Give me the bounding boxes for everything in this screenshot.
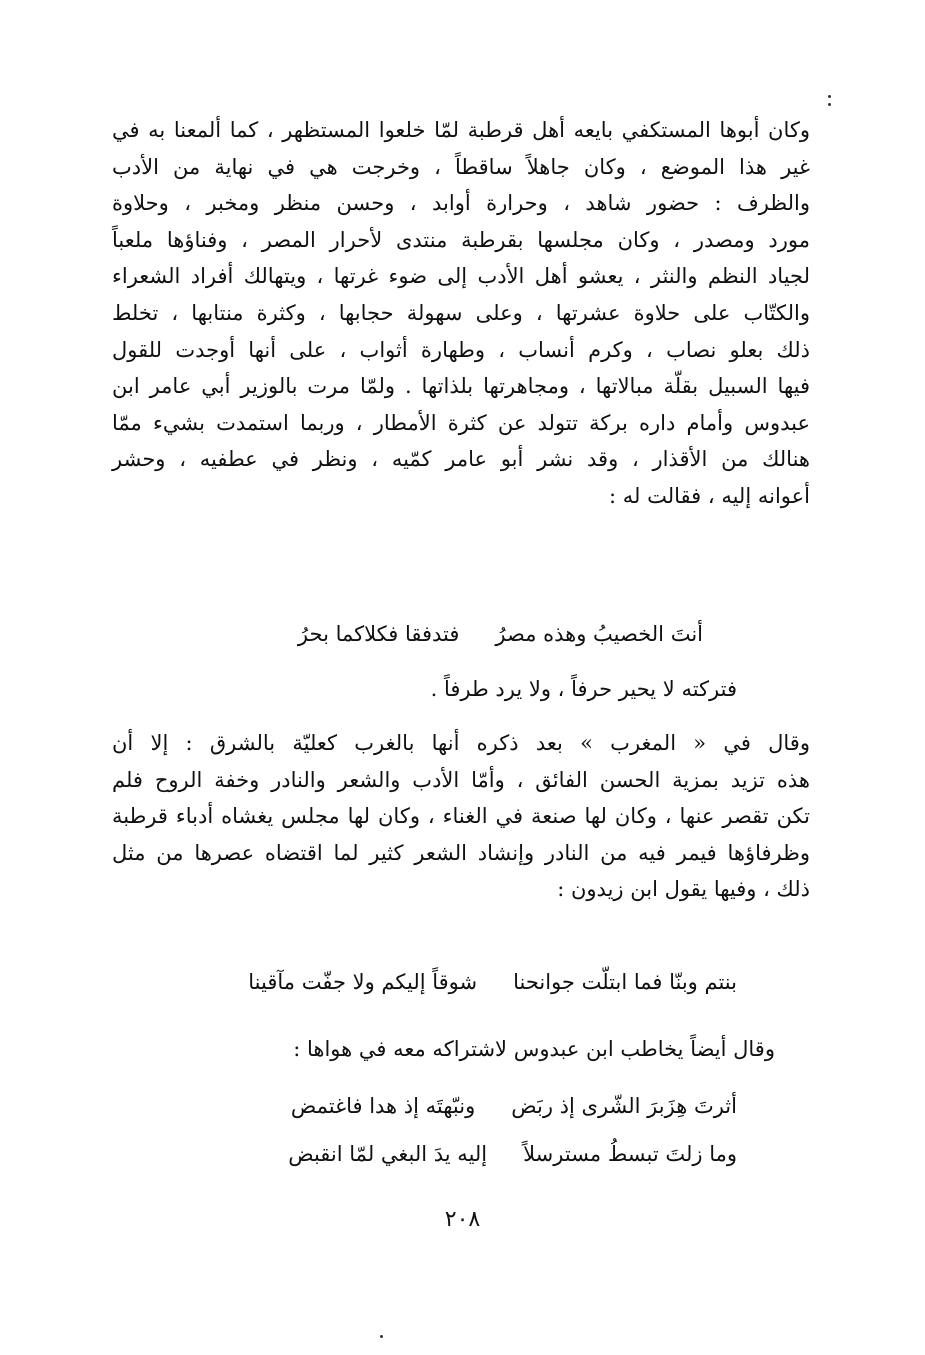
- text-line: وقال في « المغرب » بعد ذكره أنها بالغرب كعليّة بالشرق : إلا أن: [112, 731, 810, 755]
- verse-3-2-hemistich-2: إليه يدَ البغي لمّا انقبض: [288, 1142, 488, 1166]
- line-after-verse-1: فتركته لا يحير حرفاً ، ولا يرد طرفاً .: [430, 677, 737, 701]
- verse-1: [298, 622, 703, 646]
- verse-3-line-2: [288, 1142, 737, 1166]
- scan-speck: [380, 1335, 383, 1338]
- verse-3-2-hemistich-1: وما زلتَ تبسطُ مسترسلاً: [523, 1142, 737, 1166]
- text-line: لجياد النظم والنثر ، يعشو أهل الأدب إلى ضوء غرتها ، ويتهالك أفراد الشعراء: [112, 264, 810, 289]
- text-line: مورد ومصدر ، وكان مجلسها بقرطبة منتدى لأحرار المصر ، وفناؤها ملعباً: [112, 227, 810, 252]
- verse-2: [248, 970, 737, 994]
- verse-1-hemistich-2: فتدفقا فكلاكما بحرُ: [297, 622, 460, 646]
- text-line: والظرف : حضور شاهد ، وحرارة أوابد ، وحسن منظر ومخبر ، وحلاوة: [112, 191, 810, 216]
- text-line: غير هذا الموضع ، وكان جاهلاً ساقطاً ، وخرجت هي في نهاية من الأدب: [112, 154, 810, 179]
- text-line: عبدوس وأمام داره بركة تتولد عن كثرة الأمطار ، وربما استمدت بشيء ممّا: [112, 410, 810, 435]
- text-line: تكن تقصر عنها ، وكان لها صنعة في الغناء ، وكان لها مجلس يغشاه أدباء قرطبة: [112, 804, 810, 829]
- verse-3-1-hemistich-1: أثرتَ هِزَبرَ الشّرى إذ ربَض: [511, 1094, 737, 1118]
- scan-speck: [828, 103, 831, 106]
- verse-3-line-1: [291, 1094, 737, 1118]
- line-after-verse-2: وقال أيضاً يخاطب ابن عبدوس لاشتراكه معه في هواها :: [293, 1037, 775, 1061]
- text-line: والكتّاب على حلاوة عشرتها ، وعلى سهولة حجابها ، وكثرة منتابها ، تخلط: [112, 300, 810, 325]
- text-line: ذلك ، وفيها يقول ابن زيدون :: [557, 877, 810, 902]
- text-line: هنالك من الأقذار ، وقد نشر أبو عامر كمّيه ، ونظر في عطفيه ، وحشر: [112, 447, 810, 472]
- text-line: فيها السبيل بقلّة مبالاتها ، ومجاهرتها بلذاتها . ولمّا مرت بالوزير أبي عامر ابن: [112, 374, 810, 399]
- paragraph-2: [112, 725, 810, 908]
- page-number: ٢٠٨: [444, 1207, 481, 1232]
- paragraph-1: [112, 112, 810, 515]
- text-line: ذلك بعلو نصاب ، وكرم أنساب ، وطهارة أثواب ، على أنها أوجدت للقول: [112, 337, 810, 362]
- verse-3-1-hemistich-2: ونبّهتَه إذ هدا فاغتمض: [290, 1094, 476, 1118]
- text-line: هذه تزيد بمزية الحسن الفائق ، وأمّا الأدب والشعر والنادر وخفة الروح فلم: [112, 767, 810, 792]
- scan-speck: [828, 95, 831, 98]
- text-line: وكان أبوها المستكفي بايعه أهل قرطبة لمّا خلعوا المستظهر ، كما ألمعنا به في: [112, 118, 810, 142]
- verse-2-hemistich-2: شوقاً إليكم ولا جفّت مآقينا: [248, 970, 478, 994]
- text-line: وظرفاؤها فيمر فيه من النادر وإنشاد الشعر كثير لما اقتضاه عصرها من مثل: [112, 840, 810, 865]
- verse-1-hemistich-1: أنتَ الخصيبُ وهذه مصرُ: [495, 622, 703, 646]
- text-line: أعوانه إليه ، فقالت له :: [609, 483, 810, 508]
- verse-2-hemistich-1: بنتم وبنّا فما ابتلّت جوانحنا: [513, 970, 737, 994]
